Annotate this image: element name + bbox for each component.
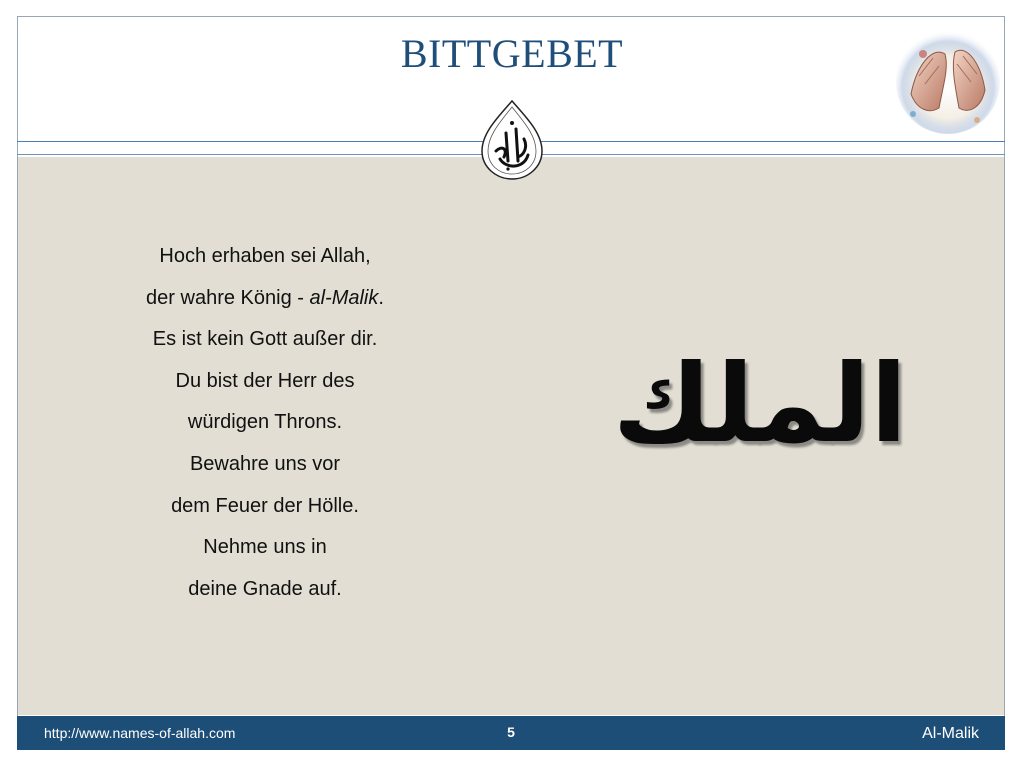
prayer-line: Nehme uns in (203, 536, 327, 559)
prayer-line: würdigen Throns. (187, 411, 343, 434)
prayer-line-text: der wahre König - (146, 286, 310, 309)
slide-title: BITTGEBET (400, 31, 624, 76)
prayer-line: Hoch erhaben sei Allah, (159, 245, 371, 267)
footer-url-link[interactable]: http://www.names-of-allah.com (44, 725, 236, 741)
arabic-name-al-malik: الملك (612, 342, 908, 467)
prayer-line: dem Feuer der Hölle. (171, 494, 359, 517)
prayer-line-period: . (378, 286, 384, 309)
prayer-line (95, 278, 435, 320)
prayer-line: deine Gnade auf. (188, 577, 342, 600)
footer-name: Al-Malik (922, 725, 979, 742)
calligraphy-emblem (478, 99, 546, 181)
prayer-line: Es ist kein Gott außer dir. (152, 328, 378, 351)
prayer-line: Bewahre uns vor (189, 452, 341, 475)
prayer-text (95, 236, 435, 610)
praying-hands-image (893, 24, 1003, 134)
footer-page-number: 5 (507, 724, 515, 740)
prayer-line-name: al-Malik (309, 286, 379, 309)
prayer-line: Du bist der Herr des (175, 369, 355, 392)
